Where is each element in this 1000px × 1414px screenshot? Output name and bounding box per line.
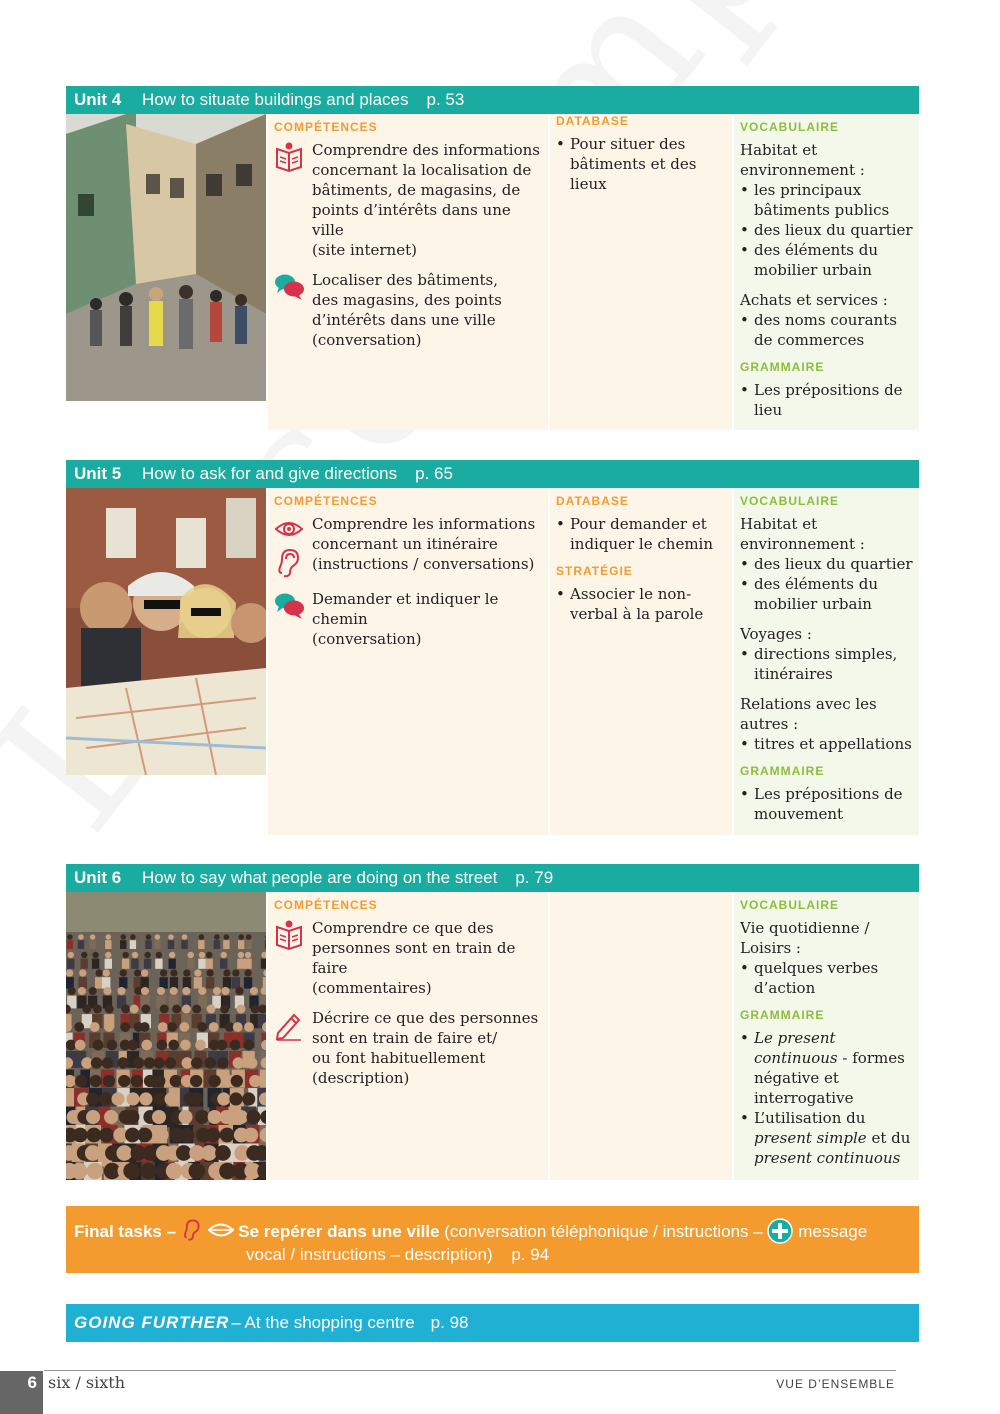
going-further-label: GOING FURTHER	[74, 1313, 230, 1332]
unit-header	[66, 86, 919, 114]
vocab-item: • des lieux du quartier	[740, 554, 913, 574]
final-tasks-detail: message	[798, 1222, 868, 1241]
unit-number: Unit 5	[74, 464, 122, 483]
skill-line: ville	[312, 221, 344, 239]
vocabulary-column	[732, 114, 919, 430]
crowd-photo	[66, 892, 266, 1180]
skill-line: des magasins, des points	[312, 291, 502, 309]
street-photo	[66, 114, 266, 401]
going-further-title: – At the shopping centre	[231, 1313, 415, 1332]
grammar-text: - formes négative et interrogative	[754, 1049, 905, 1107]
vocabulary-label: VOCABULAIRE	[740, 494, 840, 508]
grammar-label: GRAMMAIRE	[740, 764, 825, 778]
unit-page: p. 79	[515, 868, 554, 887]
unit-title: How to say what people are doing on the street	[142, 868, 498, 887]
unit-5	[66, 460, 919, 835]
skill-line: Comprendre ce que des	[312, 919, 494, 937]
vocab-item: • titres et appellations	[740, 734, 913, 754]
skill-item	[274, 1008, 542, 1088]
speech-bubbles-icon	[274, 271, 304, 303]
final-tasks-page: p. 94	[511, 1245, 550, 1264]
skill-line: concernant un itinéraire	[312, 535, 498, 553]
going-further-page: p. 98	[430, 1313, 469, 1332]
grammar-text: present simple	[754, 1129, 867, 1147]
ear-icon	[181, 1218, 203, 1242]
database-column	[548, 114, 732, 430]
grammar-label: GRAMMAIRE	[740, 360, 825, 374]
friends-map-photo	[66, 488, 266, 775]
vocab-heading: Relations avec les autres :	[740, 695, 877, 733]
vocab-heading: Voyages :	[740, 625, 812, 643]
grammar-text: L’utilisation du	[754, 1109, 866, 1127]
final-tasks-detail: (conversation téléphonique / instructions –	[444, 1222, 763, 1241]
skill-item	[274, 270, 542, 350]
grammar-text: et du	[866, 1129, 911, 1147]
skill-line: concernant la localisation de	[312, 161, 532, 179]
grammar-text: present continuous	[754, 1149, 901, 1167]
competences-column	[266, 892, 548, 1180]
footer-divider	[44, 1370, 896, 1371]
competences-column	[266, 488, 548, 835]
competences-label: COMPÉTENCES	[274, 494, 378, 508]
vocabulary-column	[732, 892, 919, 1180]
unit-page: p. 53	[426, 90, 465, 109]
skill-item	[274, 514, 542, 579]
skill-line: (commentaires)	[312, 979, 432, 997]
final-tasks-detail: vocal / instructions – description)	[246, 1245, 493, 1264]
grammar-item	[740, 1028, 913, 1108]
vocabulary-column	[732, 488, 919, 835]
speech-bubbles-icon	[274, 590, 304, 622]
final-tasks-label: Final tasks –	[74, 1222, 177, 1241]
database-item: • Pour situer des bâtiments et des lieux	[556, 134, 726, 194]
vocab-heading: Vie quotidienne / Loisirs :	[740, 919, 870, 957]
vocabulary-label: VOCABULAIRE	[740, 898, 840, 912]
database-label: DATABASE	[556, 494, 629, 508]
unit-header	[66, 460, 919, 488]
skill-line: (instructions / conversations)	[312, 555, 535, 573]
skill-line: faire	[312, 959, 348, 977]
vocab-heading: Habitat et environnement :	[740, 141, 865, 179]
database-label: DATABASE	[556, 114, 629, 128]
database-column	[548, 892, 732, 1180]
going-further-banner	[66, 1304, 919, 1342]
final-tasks-banner	[66, 1206, 919, 1273]
vocab-item: • des éléments du mobilier urbain	[740, 574, 913, 614]
read-icon	[274, 919, 304, 951]
vocab-item: • quelques verbes d’action	[740, 958, 913, 998]
skill-line: Localiser des bâtiments,	[312, 271, 499, 289]
unit-4	[66, 86, 919, 430]
skill-item	[274, 918, 542, 998]
skill-line: (description)	[312, 1069, 410, 1087]
competences-column	[266, 114, 548, 430]
unit-title: How to ask for and give directions	[142, 464, 398, 483]
skill-line: (conversation)	[312, 630, 422, 648]
strategie-label: STRATÉGIE	[556, 564, 633, 578]
read-icon	[274, 141, 304, 173]
vocab-item: • des éléments du mobilier urbain	[740, 240, 913, 280]
skill-line: bâtiments, de magasins, de	[312, 181, 521, 199]
plus-circle-icon	[767, 1218, 793, 1244]
page-number: 6	[0, 1371, 43, 1414]
unit-6	[66, 864, 919, 1180]
pencil-icon	[274, 1009, 304, 1041]
skill-line: Comprendre des informations	[312, 141, 540, 159]
vocab-item: • des noms courants de commerces	[740, 310, 913, 350]
skill-line: Demander et indiquer le	[312, 590, 499, 608]
skill-line: ou font habituellement	[312, 1049, 486, 1067]
strategie-item: • Associer le non-verbal à la parole	[556, 584, 726, 624]
section-name: VUE D’ENSEMBLE	[776, 1377, 895, 1391]
vocab-heading: Achats et services :	[740, 291, 888, 309]
vocab-item: • directions simples, itinéraires	[740, 644, 913, 684]
final-tasks-title: Se repérer dans une ville	[238, 1222, 440, 1241]
ear-icon	[274, 547, 304, 579]
vocab-heading: Habitat et environnement :	[740, 515, 865, 553]
eye-icon	[274, 515, 304, 543]
unit-number: Unit 6	[74, 868, 122, 887]
skill-line: (site internet)	[312, 241, 417, 259]
database-column	[548, 488, 732, 835]
competences-label: COMPÉTENCES	[274, 898, 378, 912]
vocab-item: • des lieux du quartier	[740, 220, 913, 240]
skill-line: (conversation)	[312, 331, 422, 349]
skill-line: chemin	[312, 610, 368, 628]
database-item: • Pour demander et indiquer le chemin	[556, 514, 726, 554]
competences-label: COMPÉTENCES	[274, 120, 378, 134]
unit-page: p. 65	[415, 464, 453, 483]
skill-line: sont en train de faire et/	[312, 1029, 498, 1047]
skill-line: Décrire ce que des personnes	[312, 1009, 539, 1027]
grammar-label: GRAMMAIRE	[740, 1008, 825, 1022]
grammar-item: • Les prépositions de mouvement	[740, 784, 913, 824]
grammar-text: Le present continuous	[754, 1029, 838, 1067]
unit-number: Unit 4	[74, 90, 122, 109]
page-word: six / sixth	[48, 1373, 125, 1392]
skill-line: d’intérêts dans une ville	[312, 311, 496, 329]
skill-item	[274, 140, 542, 260]
grammar-item: • Les prépositions de lieu	[740, 380, 913, 420]
mouth-icon	[208, 1221, 234, 1239]
skill-line: points d’intérêts dans une	[312, 201, 511, 219]
skill-item	[274, 589, 542, 649]
skill-line: personnes sont en train de	[312, 939, 516, 957]
grammar-item	[740, 1108, 913, 1168]
unit-title: How to situate buildings and places	[142, 90, 409, 109]
vocab-item: • les principaux bâtiments publics	[740, 180, 913, 220]
vocabulary-label: VOCABULAIRE	[740, 120, 840, 134]
skill-line: Comprendre les informations	[312, 515, 536, 533]
unit-header	[66, 864, 919, 892]
